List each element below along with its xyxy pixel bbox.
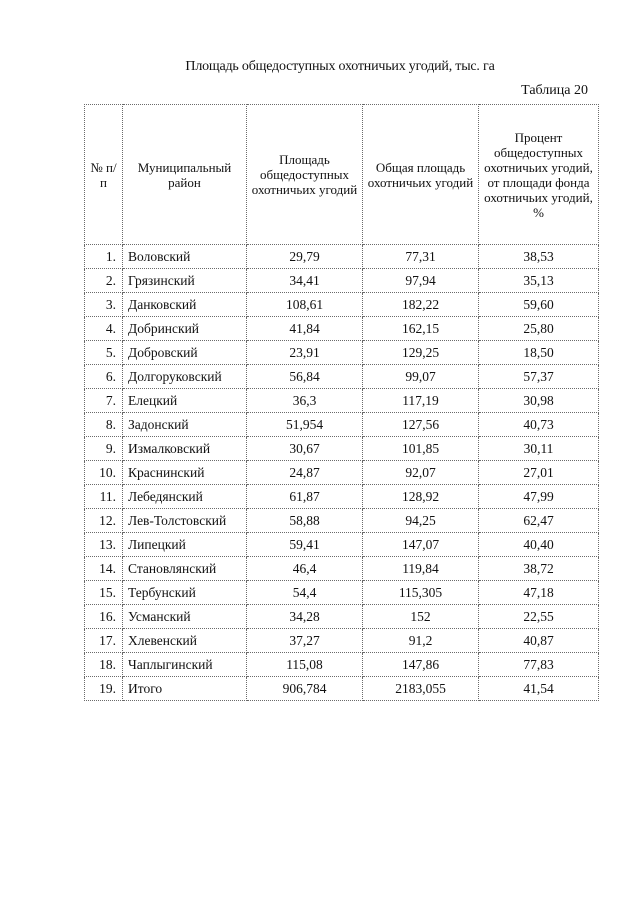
percent-value: 47,18 [479, 581, 599, 605]
table-row [85, 269, 599, 293]
district-name: Воловский [123, 245, 247, 269]
percent-value: 30,98 [479, 389, 599, 413]
table-row [85, 365, 599, 389]
table-row [85, 629, 599, 653]
percent-value: 38,53 [479, 245, 599, 269]
header-number: № п/п [85, 105, 123, 245]
percent-value: 27,01 [479, 461, 599, 485]
public-area-value: 51,954 [247, 413, 363, 437]
public-area-value: 36,3 [247, 389, 363, 413]
row-number: 12. [85, 509, 123, 533]
district-name: Лебедянский [123, 485, 247, 509]
total-area-value: 127,56 [363, 413, 479, 437]
total-area-value: 101,85 [363, 437, 479, 461]
table-row [85, 485, 599, 509]
public-area-value: 41,84 [247, 317, 363, 341]
row-number: 1. [85, 245, 123, 269]
total-area-value: 117,19 [363, 389, 479, 413]
public-area-value: 56,84 [247, 365, 363, 389]
table-row [85, 509, 599, 533]
row-number: 11. [85, 485, 123, 509]
percent-value: 47,99 [479, 485, 599, 509]
percent-value: 40,87 [479, 629, 599, 653]
table-row [85, 677, 599, 701]
public-area-value: 46,4 [247, 557, 363, 581]
row-number: 10. [85, 461, 123, 485]
total-area-value: 147,86 [363, 653, 479, 677]
table-row [85, 533, 599, 557]
table-row [85, 581, 599, 605]
table-row [85, 437, 599, 461]
district-name: Хлевенский [123, 629, 247, 653]
table-label: Таблица 20 [521, 83, 588, 98]
public-area-value: 61,87 [247, 485, 363, 509]
row-number: 5. [85, 341, 123, 365]
total-area-value: 2183,055 [363, 677, 479, 701]
district-name: Становлянский [123, 557, 247, 581]
district-name: Измалковский [123, 437, 247, 461]
row-number: 14. [85, 557, 123, 581]
total-area-value: 128,92 [363, 485, 479, 509]
table-row [85, 605, 599, 629]
row-number: 18. [85, 653, 123, 677]
table-row [85, 461, 599, 485]
public-area-value: 54,4 [247, 581, 363, 605]
public-area-value: 37,27 [247, 629, 363, 653]
public-area-value: 34,41 [247, 269, 363, 293]
percent-value: 40,40 [479, 533, 599, 557]
public-area-value: 30,67 [247, 437, 363, 461]
table-body [85, 245, 599, 701]
row-number: 3. [85, 293, 123, 317]
row-number: 2. [85, 269, 123, 293]
public-area-value: 29,79 [247, 245, 363, 269]
district-name: Итого [123, 677, 247, 701]
total-area-value: 152 [363, 605, 479, 629]
percent-value: 40,73 [479, 413, 599, 437]
percent-value: 41,54 [479, 677, 599, 701]
district-name: Краснинский [123, 461, 247, 485]
total-area-value: 77,31 [363, 245, 479, 269]
district-name: Данковский [123, 293, 247, 317]
row-number: 9. [85, 437, 123, 461]
public-area-value: 108,61 [247, 293, 363, 317]
table-row [85, 293, 599, 317]
district-name: Задонский [123, 413, 247, 437]
header-total-area: Общая площадь охотничьих угодий [363, 105, 479, 245]
total-area-value: 162,15 [363, 317, 479, 341]
public-area-value: 24,87 [247, 461, 363, 485]
table-row [85, 245, 599, 269]
percent-value: 59,60 [479, 293, 599, 317]
total-area-value: 92,07 [363, 461, 479, 485]
public-area-value: 34,28 [247, 605, 363, 629]
page-title: Площадь общедоступных охотничьих угодий, тыс. га [185, 59, 495, 74]
district-name: Долгоруковский [123, 365, 247, 389]
table-row [85, 389, 599, 413]
district-name: Лев-Толстовский [123, 509, 247, 533]
percent-value: 18,50 [479, 341, 599, 365]
public-area-value: 906,784 [247, 677, 363, 701]
total-area-value: 97,94 [363, 269, 479, 293]
row-number: 4. [85, 317, 123, 341]
table-row [85, 413, 599, 437]
district-name: Усманский [123, 605, 247, 629]
table-row [85, 653, 599, 677]
percent-value: 77,83 [479, 653, 599, 677]
public-area-value: 59,41 [247, 533, 363, 557]
total-area-value: 182,22 [363, 293, 479, 317]
table-row [85, 317, 599, 341]
row-number: 19. [85, 677, 123, 701]
total-area-value: 115,305 [363, 581, 479, 605]
total-area-value: 91,2 [363, 629, 479, 653]
district-name: Тербунский [123, 581, 247, 605]
row-number: 17. [85, 629, 123, 653]
percent-value: 22,55 [479, 605, 599, 629]
row-number: 16. [85, 605, 123, 629]
district-name: Добринский [123, 317, 247, 341]
total-area-value: 147,07 [363, 533, 479, 557]
header-district: Муниципальный район [123, 105, 247, 245]
header-public-area: Площадь общедоступных охотничьих угодий [247, 105, 363, 245]
percent-value: 35,13 [479, 269, 599, 293]
percent-value: 62,47 [479, 509, 599, 533]
total-area-value: 129,25 [363, 341, 479, 365]
district-name: Чаплыгинский [123, 653, 247, 677]
hunting-grounds-table [84, 104, 599, 701]
percent-value: 38,72 [479, 557, 599, 581]
table-row [85, 557, 599, 581]
row-number: 7. [85, 389, 123, 413]
public-area-value: 23,91 [247, 341, 363, 365]
table-header-row [85, 105, 599, 245]
district-name: Елецкий [123, 389, 247, 413]
row-number: 15. [85, 581, 123, 605]
public-area-value: 58,88 [247, 509, 363, 533]
percent-value: 57,37 [479, 365, 599, 389]
percent-value: 30,11 [479, 437, 599, 461]
row-number: 6. [85, 365, 123, 389]
district-name: Липецкий [123, 533, 247, 557]
total-area-value: 119,84 [363, 557, 479, 581]
district-name: Добровский [123, 341, 247, 365]
header-percent: Процент общедоступных охотничьих угодий, от площади фонда охотничьих угодий, % [479, 105, 599, 245]
row-number: 8. [85, 413, 123, 437]
total-area-value: 99,07 [363, 365, 479, 389]
district-name: Грязинский [123, 269, 247, 293]
percent-value: 25,80 [479, 317, 599, 341]
table-row [85, 341, 599, 365]
total-area-value: 94,25 [363, 509, 479, 533]
public-area-value: 115,08 [247, 653, 363, 677]
row-number: 13. [85, 533, 123, 557]
